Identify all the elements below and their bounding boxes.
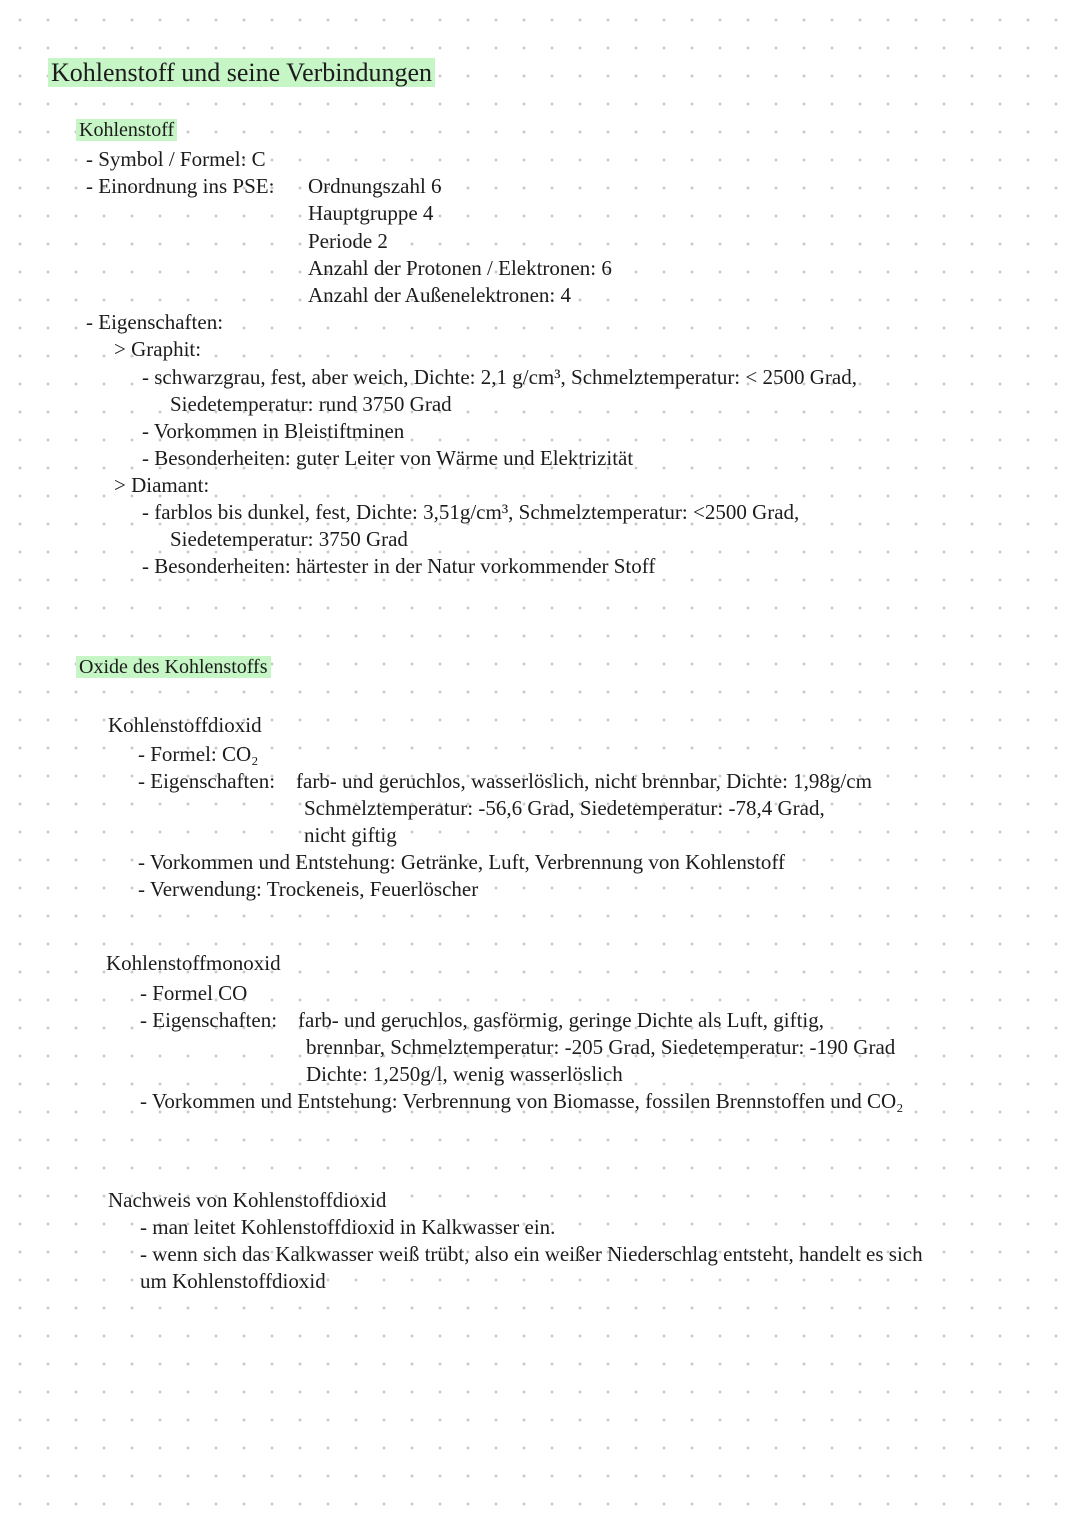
diamant-label: > Diamant:: [114, 473, 210, 497]
pse-line: Ordnungszahl 6: [308, 174, 442, 198]
pse-line: Anzahl der Außenelektronen: 4: [308, 283, 571, 307]
section-heading-oxide: Oxide des Kohlenstoffs: [76, 654, 271, 681]
graphit-line: - Besonderheiten: guter Leiter von Wärme und Elektrizität: [142, 446, 634, 470]
co-eig-line: Dichte: 1,250g/l, wenig wasserlöslich: [306, 1062, 623, 1086]
co-eig-line: brennbar, Schmelztemperatur: -205 Grad, Siedetemperatur: -190 Grad: [306, 1035, 896, 1059]
co2-eig-label: - Eigenschaften:: [138, 769, 276, 793]
co2-verwendung: - Verwendung: Trockeneis, Feuerlöscher: [138, 877, 479, 901]
graphit-label: > Graphit:: [114, 337, 202, 361]
co2-eig-line: nicht giftig: [304, 823, 397, 847]
co2-formel: - Formel: CO₂: [138, 742, 259, 766]
nachweis-heading: Nachweis von Kohlenstoffdioxid: [108, 1188, 387, 1212]
diamant-line: - farblos bis dunkel, fest, Dichte: 3,51g/cm³, Schmelztemperatur: <2500 Grad,: [142, 500, 800, 524]
co-eig-line: farb- und geruchlos, gasförmig, geringe Dichte als Luft, giftig,: [298, 1008, 825, 1032]
graphit-line: - schwarzgrau, fest, aber weich, Dichte: 2,1 g/cm³, Schmelztemperatur: < 2500 Grad,: [142, 365, 857, 389]
nachweis-line: um Kohlenstoffdioxid: [140, 1269, 326, 1293]
co2-heading: Kohlenstoffdioxid: [108, 713, 262, 737]
pse-line: Hauptgruppe 4: [308, 201, 434, 225]
pse-label: - Einordnung ins PSE:: [86, 174, 275, 198]
pse-line: Periode 2: [308, 229, 388, 253]
co-eig-label: - Eigenschaften:: [140, 1008, 278, 1032]
co-heading: Kohlenstoffmonoxid: [106, 951, 281, 975]
co-vorkommen: - Vorkommen und Entstehung: Verbrennung von Biomasse, fossilen Brennstoffen und CO₂: [140, 1089, 904, 1113]
graphit-line: Siedetemperatur: rund 3750 Grad: [170, 392, 452, 416]
co2-eig-line: Schmelztemperatur: -56,6 Grad, Siedetemperatur: -78,4 Grad,: [304, 796, 825, 820]
graphit-line: - Vorkommen in Bleistiftminen: [142, 419, 405, 443]
diamant-line: - Besonderheiten: härtester in der Natur vorkommender Stoff: [142, 554, 656, 578]
co2-vorkommen: - Vorkommen und Entstehung: Getränke, Luft, Verbrennung von Kohlenstoff: [138, 850, 786, 874]
diamant-line: Siedetemperatur: 3750 Grad: [170, 527, 408, 551]
nachweis-line: - man leitet Kohlenstoffdioxid in Kalkwasser ein.: [140, 1215, 556, 1239]
co-formel: - Formel CO: [140, 981, 248, 1005]
co2-eig-line: farb- und geruchlos, wasserlöslich, nicht brennbar, Dichte: 1,98g/cm: [296, 769, 872, 793]
page-title-text: Kohlenstoff und seine Verbindungen: [48, 58, 435, 87]
pse-line: Anzahl der Protonen / Elektronen: 6: [308, 256, 612, 280]
symbol-line: - Symbol / Formel: C: [86, 147, 266, 171]
nachweis-line: - wenn sich das Kalkwasser weiß trübt, also ein weißer Niederschlag entsteht, handelt es sich: [140, 1242, 923, 1266]
eigenschaften-label: - Eigenschaften:: [86, 310, 224, 334]
page-title: [48, 56, 435, 90]
section-heading-kohlenstoff: Kohlenstoff: [76, 117, 177, 144]
